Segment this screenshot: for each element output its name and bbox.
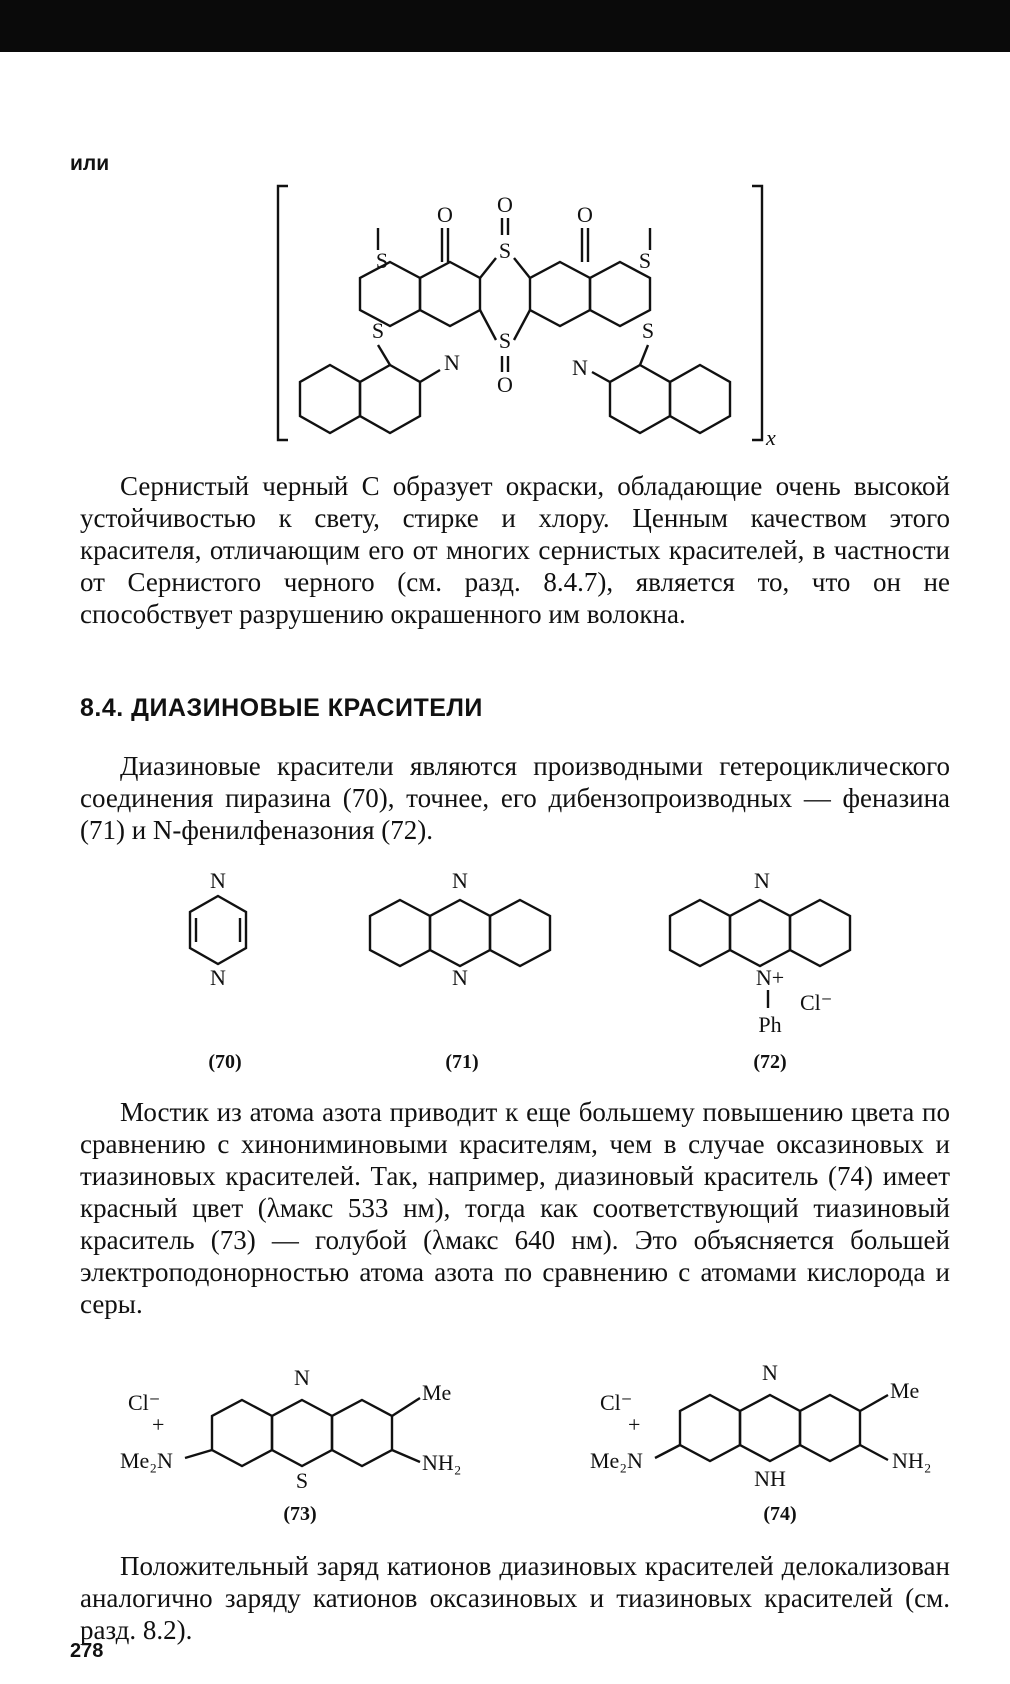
paragraph-sulfur-black: Сернистый черный С образует окраски, обладающие очень высокой устойчивостью к свету, стирке и хлору. Ценным качеством этого красителя, отличающим его от многих сернистых красителей, в частности от Сернистого черного (см. разд. 8.4.7), является то, что он не способствует разрушению окрашенного им волокна. xyxy=(80,471,950,629)
label-74: (74) xyxy=(763,1503,797,1525)
svg-text:N: N xyxy=(762,1360,778,1385)
svg-text:S: S xyxy=(638,248,652,273)
svg-text:S: S xyxy=(375,248,389,273)
svg-text:+: + xyxy=(628,1412,641,1437)
section-heading: 8.4. ДИАЗИНОВЫЕ КРАСИТЕЛИ xyxy=(80,694,483,722)
svg-text:Me₂N: Me₂N xyxy=(590,1448,643,1473)
svg-text:S: S xyxy=(641,318,655,343)
svg-text:N: N xyxy=(452,868,468,893)
svg-text:S: S xyxy=(295,1468,309,1493)
svg-text:N: N xyxy=(452,965,468,990)
svg-text:N: N xyxy=(754,868,770,893)
svg-text:Me: Me xyxy=(422,1380,452,1405)
svg-text:NH₂: NH₂ xyxy=(422,1450,462,1475)
label-70: (70) xyxy=(208,1051,242,1073)
svg-text:NH: NH xyxy=(754,1466,786,1491)
paragraph-diazine-intro: Диазиновые красители являются производными гетероциклического соединения пиразина (70), точнее, его дибензопроизводных — феназина (71) и N-фенилфеназония (72). xyxy=(80,751,950,845)
label-72: (72) xyxy=(753,1051,787,1073)
svg-text:N: N xyxy=(294,1365,310,1390)
svg-text:S: S xyxy=(498,328,512,353)
svg-text:N+: N+ xyxy=(755,965,785,990)
svg-text:N: N xyxy=(210,965,226,990)
svg-text:Cl⁻: Cl⁻ xyxy=(800,990,833,1015)
svg-text:N: N xyxy=(444,350,460,375)
label-73: (73) xyxy=(283,1503,317,1525)
structure-74 xyxy=(590,1360,931,1525)
paragraph-charge: Положительный заряд катионов диазиновых красителей делокализован аналогично заряду катионов оксазиновых и тиазиновых красителей (см. разд. 8.2). xyxy=(80,1551,950,1645)
label-71: (71) xyxy=(445,1051,479,1073)
svg-text:O: O xyxy=(497,372,513,397)
paragraph-bridge: Мостик из атома азота приводит к еще большему повышению цвета по сравнению с хинониминовыми красителям, чем в случае оксазиновых и тиазиновых красителей. Так, например, диазиновый краситель (74) имеет красный цвет (λмакс 533 нм), тогда как соответствующий тиазиновый краситель (73) — голубой (λмакс 640 нм). Это объясняется большей электроподонорностью атома азота по сравнению с атомами кислорода и серы. xyxy=(80,1097,950,1319)
svg-text:Me: Me xyxy=(890,1378,920,1403)
svg-text:N: N xyxy=(210,868,226,893)
svg-text:O: O xyxy=(577,202,593,227)
structure-73 xyxy=(120,1365,461,1525)
svg-text:Ph: Ph xyxy=(758,1012,782,1037)
svg-text:O: O xyxy=(497,192,513,217)
svg-text:S: S xyxy=(371,318,385,343)
page-number: 278 xyxy=(70,1640,104,1662)
svg-text:N: N xyxy=(572,355,588,380)
svg-text:Me₂N: Me₂N xyxy=(120,1448,173,1473)
svg-text:+: + xyxy=(152,1412,165,1437)
polymer-subscript: x xyxy=(766,425,776,450)
svg-text:O: O xyxy=(437,202,453,227)
svg-text:S: S xyxy=(498,238,512,263)
svg-text:Cl⁻: Cl⁻ xyxy=(600,1390,633,1415)
top-word: или xyxy=(70,152,110,175)
svg-text:NH₂: NH₂ xyxy=(892,1448,932,1473)
svg-text:Cl⁻: Cl⁻ xyxy=(128,1390,161,1415)
